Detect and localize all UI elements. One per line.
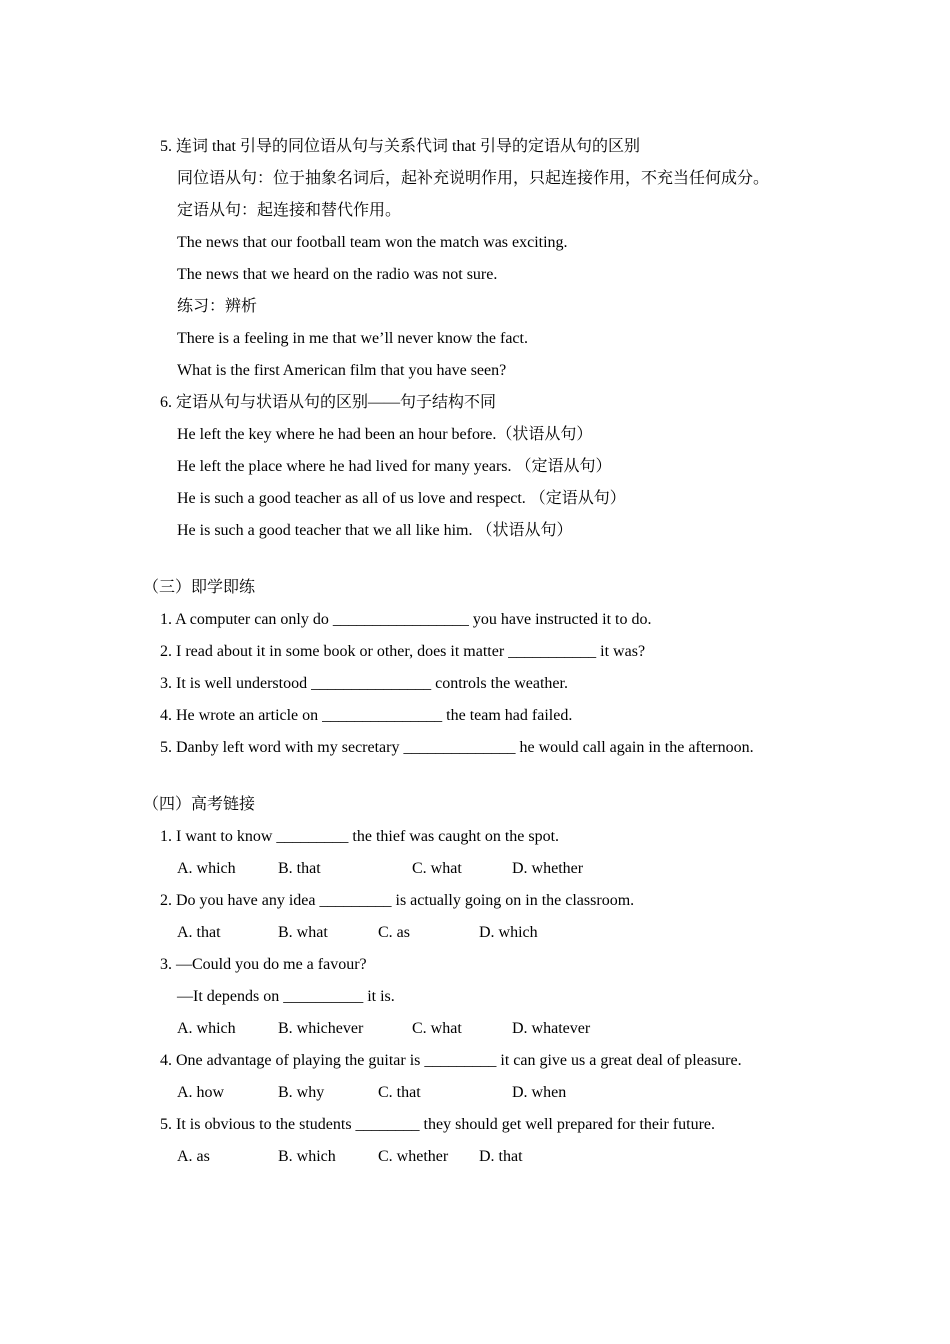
option-a: A. which (177, 1020, 236, 1037)
item5-line: The news that we heard on the radio was not sure. (177, 266, 498, 283)
item5-line: 定语从句：起连接和替代作用。 (177, 202, 402, 219)
exercise-item: 3. It is well understood _______________ controls the weather. (160, 675, 568, 692)
option-d: D. whatever (512, 1020, 591, 1037)
option-a: A. how (177, 1084, 225, 1101)
exercise-item: 5. Danby left word with my secretary ______________ he would call again in the afternoon. (160, 739, 754, 756)
option-c: C. as (378, 924, 410, 941)
item6-title: 6. 定语从句与状语从句的区别——句子结构不同 (160, 394, 497, 411)
option-b: B. which (278, 1148, 336, 1165)
option-b: B. what (278, 924, 328, 941)
exercise-item: 4. He wrote an article on _______________ the team had failed. (160, 707, 573, 724)
item5-line: The news that our football team won the match was exciting. (177, 234, 568, 251)
question-stem: 4. One advantage of playing the guitar is _________ it can give us a great deal of pleasure. (160, 1052, 742, 1069)
item6-line: He left the key where he had been an hour before.（状语从句） (177, 426, 593, 443)
item5-line: There is a feeling in me that we’ll never know the fact. (177, 330, 528, 347)
option-d: D. whether (512, 860, 584, 877)
option-d: D. when (512, 1084, 567, 1101)
question-stem: 1. I want to know _________ the thief was caught on the spot. (160, 828, 560, 845)
question-stem: 5. It is obvious to the students ________ they should get well prepared for their future. (160, 1116, 716, 1133)
option-d: D. that (479, 1148, 523, 1165)
section3-heading: （三）即学即练 (143, 579, 256, 596)
option-b: B. that (278, 860, 321, 877)
item6-line: He left the place where he had lived for many years. （定语从句） (177, 458, 612, 475)
option-c: C. whether (378, 1148, 449, 1165)
option-b: B. why (278, 1084, 325, 1101)
item6-line: He is such a good teacher as all of us love and respect. （定语从句） (177, 490, 626, 507)
option-a: A. as (177, 1148, 210, 1165)
question-stem: 3. —Could you do me a favour? (160, 956, 367, 973)
item6-line: He is such a good teacher that we all like him. （状语从句） (177, 522, 573, 539)
question-stem: 2. Do you have any idea _________ is actually going on in the classroom. (160, 892, 635, 909)
option-b: B. whichever (278, 1020, 364, 1037)
item5-line: 练习：辨析 (177, 298, 258, 315)
section4-heading: （四）高考链接 (143, 796, 256, 813)
option-c: C. what (412, 860, 462, 877)
item5-title: 5. 连词 that 引导的同位语从句与关系代词 that 引导的定语从句的区别 (160, 138, 640, 155)
item5-line: 同位语从句：位于抽象名词后，起补充说明作用，只起连接作用，不充当任何成分。 (177, 170, 770, 187)
exercise-item: 2. I read about it in some book or other, does it matter ___________ it was? (160, 643, 646, 660)
option-d: D. which (479, 924, 538, 941)
option-c: C. that (378, 1084, 421, 1101)
exercise-item: 1. A computer can only do _________________ you have instructed it to do. (160, 611, 652, 628)
option-a: A. which (177, 860, 236, 877)
item5-line: What is the first American film that you have seen? (177, 362, 507, 379)
question-stem-continued: —It depends on __________ it is. (177, 988, 395, 1005)
option-c: C. what (412, 1020, 462, 1037)
option-a: A. that (177, 924, 221, 941)
